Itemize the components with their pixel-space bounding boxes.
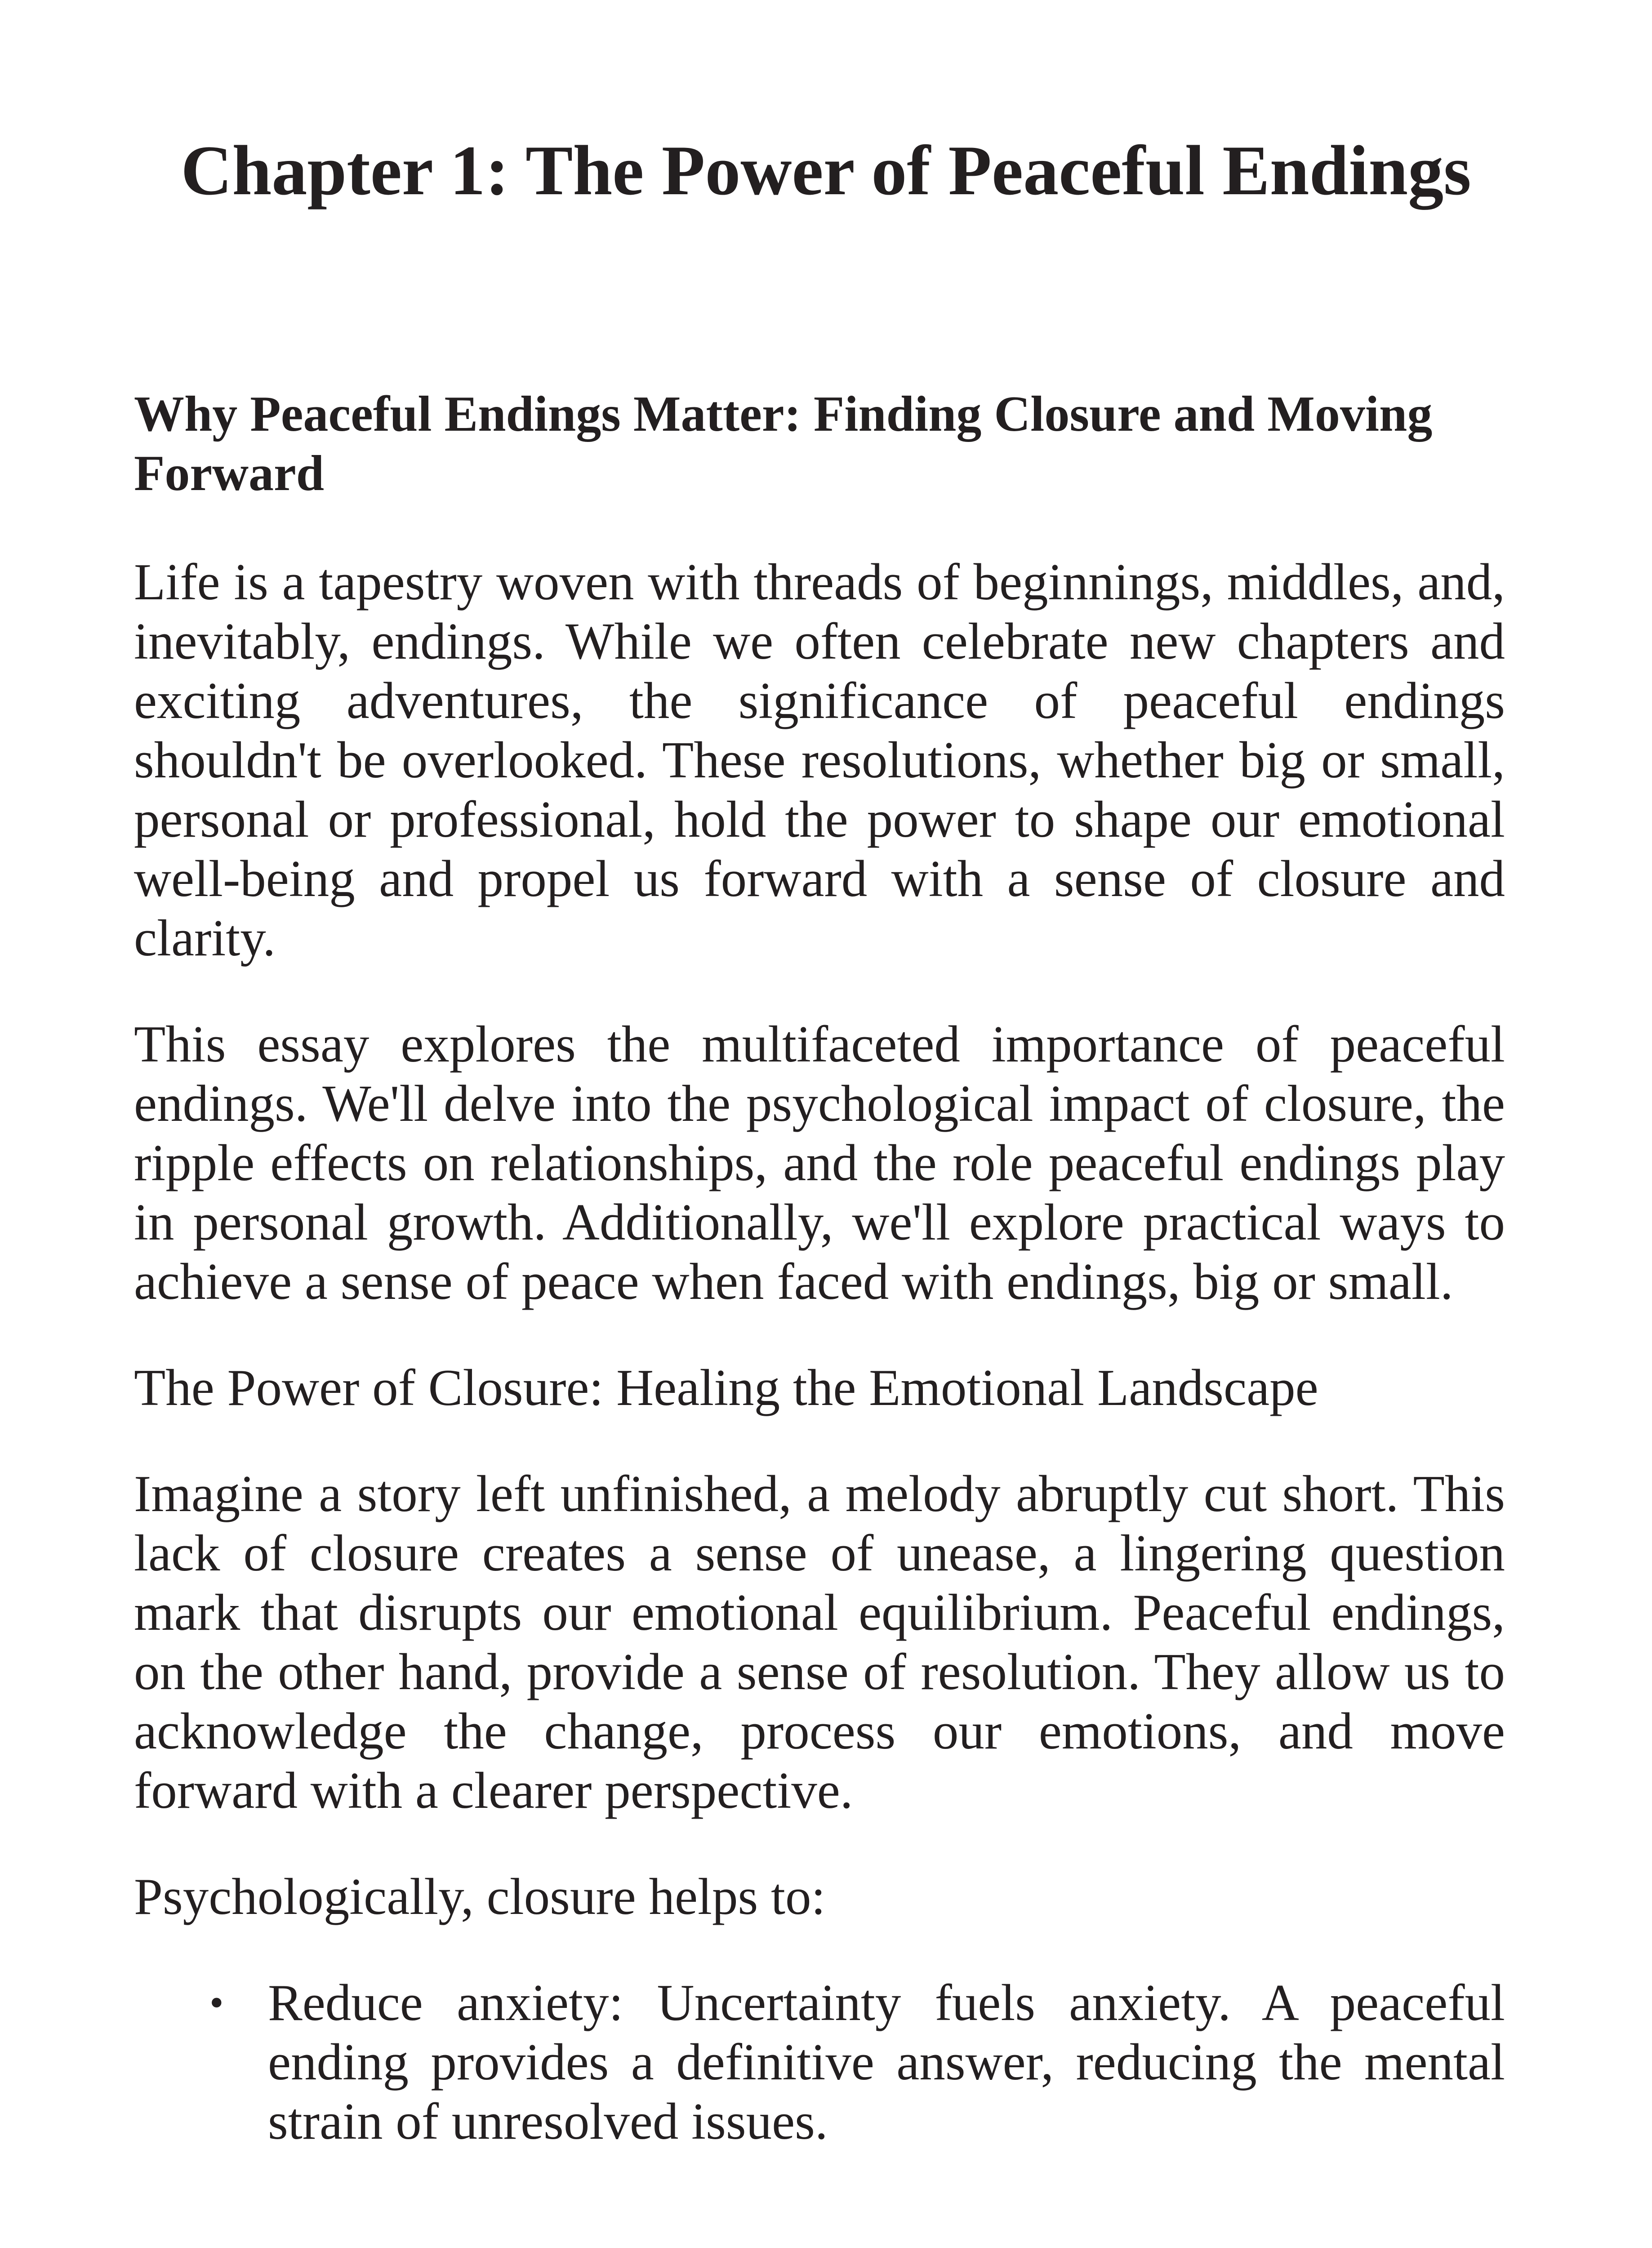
list-item <box>134 1973 1505 2151</box>
chapter-title: Chapter 1: The Power of Peaceful Endings <box>181 131 1471 210</box>
list-intro: Psychologically, closure helps to: <box>134 1868 826 1925</box>
page-body <box>134 384 1505 2151</box>
section-heading: Why Peaceful Endings Matter: Finding Closure and Moving Forward <box>134 386 1433 501</box>
closure-benefits-list <box>134 1973 1505 2151</box>
list-item-text: Reduce anxiety: Uncertainty fuels anxiety. A peaceful ending provides a definitive answer, reducing the mental strain of unresolved issues. <box>268 1974 1505 2150</box>
essay-overview-paragraph: This essay explores the multifaceted importance of peaceful endings. We'll delve into the psychological impact of closure, the ripple effects on relationships, and the role peaceful endings play in personal growth. Additionally, we'll explore practical ways to achieve a sense of peace when faced with endings, big or small. <box>134 1016 1505 1310</box>
bullet-icon: • <box>209 1980 224 2025</box>
closure-subheading: The Power of Closure: Healing the Emotional Landscape <box>134 1359 1318 1416</box>
closure-paragraph: Imagine a story left unfinished, a melody abruptly cut short. This lack of closure creates a sense of unease, a lingering question mark that disrupts our emotional equilibrium. Peaceful endings, on the other hand, provide a sense of resolution. They allow us to acknowledge the change, process our emotions, and move forward with a clearer perspective. <box>134 1465 1505 1819</box>
intro-paragraph: Life is a tapestry woven with threads of beginnings, middles, and, inevitably, endings. While we often celebrate new chapters and exciting adventures, the significance of peaceful endings shouldn't be overlooked. These resolutions, whether big or small, personal or professional, hold the power to shape our emotional well-being and propel us forward with a sense of closure and clarity. <box>134 553 1505 967</box>
